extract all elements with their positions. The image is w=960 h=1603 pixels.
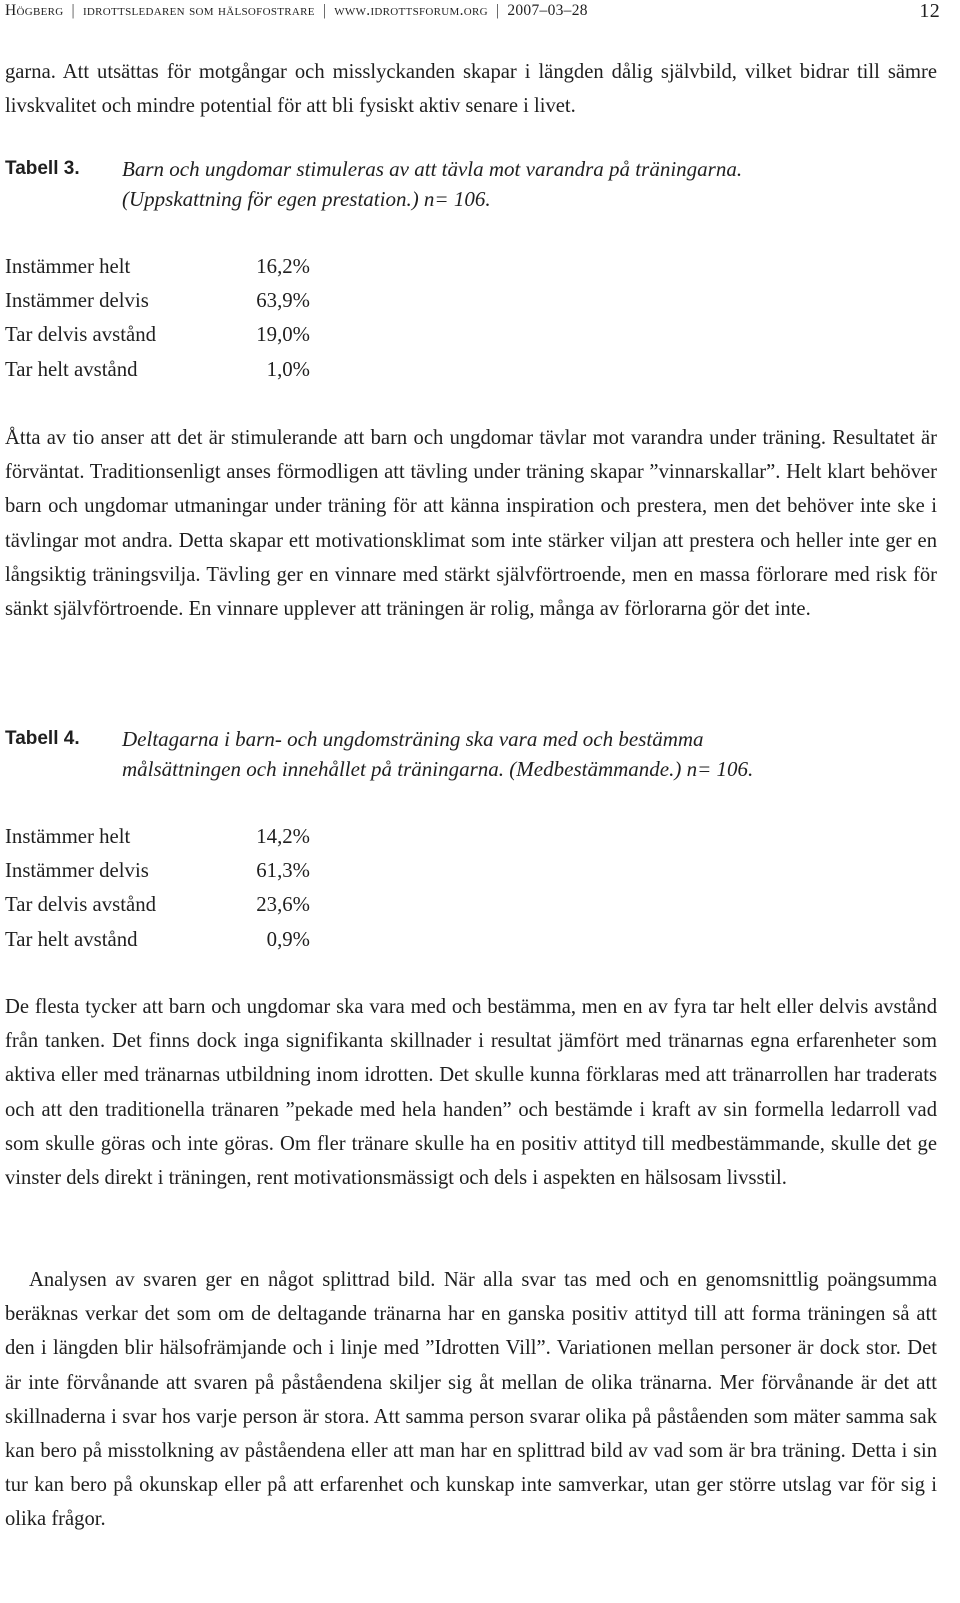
header-meta <box>5 0 588 22</box>
body-paragraph-1 <box>5 421 937 626</box>
stat-label: Tar delvis avstånd <box>5 893 157 917</box>
running-header <box>5 0 945 28</box>
continuation-text: garna. Att utsättas för motgångar och misslyckanden skapar i längden dålig självbild, vilket bidrar till sämre livskvalitet och mindre potential för att bli fysiskt aktiv senare i livet. <box>5 61 937 118</box>
stat-label: Instämmer delvis <box>5 289 149 313</box>
table3-row <box>5 284 310 318</box>
stat-label: Tar helt avstånd <box>5 357 138 381</box>
stat-value: 61,3% <box>256 859 310 883</box>
header-separator: | <box>495 2 500 19</box>
header-author: Högberg <box>5 2 64 19</box>
stat-label: Instämmer helt <box>5 825 131 848</box>
table3-caption <box>122 154 942 214</box>
table4-caption-line2: målsättningen och innehållet på träningarna. (Medbestämmande.) n= 106. <box>122 757 754 781</box>
paragraph-text: Analysen av svaren ger en något splittrad bild. När alla svar tas med och en genomsnittlig poängsumma beräknas verkar det som om de deltagande tränarna har en ganska positiv attityd till att forma träningen så att den i längden blir hälsofrämjande och i linje med ”Idrotten Vill”. Variationen mellan personer är dock stor. Det är inte förvånande att svaren på påståendena skiljer sig åt mellan de olika tränarna. Mer förvånande är det att skillnaderna i svar hos varje person är stora. Att samma person svarar olika på påståenden som mäter samma sak kan bero på misstolkning av påståendena eller att man har en splittrad bild av vad som är bra träning. Detta i sin tur kan bero på okunskap eller på att erfarenhet och kunskap inte samverkar, utan ger större utslag var för sig i olika frågor. <box>5 1269 937 1531</box>
header-separator: | <box>322 2 327 19</box>
stat-value: 1,0% <box>266 357 310 381</box>
table3-label: Tabell 3. <box>5 158 80 179</box>
table4-caption <box>122 724 942 784</box>
stat-value: 63,9% <box>256 289 310 313</box>
paragraph-text: Åtta av tio anser att det är stimulerande att barn och ungdomar tävlar mot varandra under träning. Resultatet är förväntat. Traditionsenligt anses förmodligen att tävling under träning skapar ”vinnarskallar”. Helt klart behöver barn och ungdomar utmaningar under träning för att känna inspiration och prestera, men det behöver inte ske i tävlingar mot andra. Detta skapar ett motivationsklimat som inte stärker viljan att prestera och heller inte ger en långsiktig träningsvilja. Tävling ger en vinnare med stärkt självförtroende, men en massa förlorare med risk för sänkt självförtroende. En vinnare upplever att träningen är rolig, många av förlorarna gör det inte. <box>5 427 937 621</box>
table4-row <box>5 923 310 957</box>
stat-value: 14,2% <box>256 825 310 848</box>
page-number: 12 <box>919 0 940 22</box>
table4-row <box>5 854 310 888</box>
body-paragraph-3 <box>5 1263 937 1537</box>
stat-value: 16,2% <box>256 255 310 278</box>
header-publication: idrottsledaren som hälsofostrare <box>82 2 315 19</box>
stat-label: Instämmer delvis <box>5 859 149 883</box>
stat-label: Instämmer helt <box>5 255 131 278</box>
table3-row <box>5 318 310 352</box>
table4-row <box>5 888 310 922</box>
table3-row <box>5 250 310 284</box>
paragraph-text: De flesta tycker att barn och ungdomar ska vara med och bestämma, men en av fyra tar helt eller delvis avstånd från tanken. Det finns dock inga signifikanta skillnader i resultat jämfört med tränarnas egna erfarenheter som aktiva eller med tränarnas utbildning inom idrotten. Det skulle kunna förklaras med att tränarrollen har traderats och att den traditionella tränaren ”pekade med hela handen” och bestämde i kraft av sin formella ledarroll vad som skulle göras och inte göras. Om fler tränare skulle ha en positiv attityd till medbestämmande, skulle det ge vinster dels direkt i träningen, rent motivationsmässigt och dels i aspekten en hälsosam livsstil. <box>5 996 937 1190</box>
table4-label: Tabell 4. <box>5 728 80 749</box>
table4-row <box>5 820 310 854</box>
continuation-paragraph <box>5 55 937 123</box>
table3-caption-line1: Barn och ungdomar stimuleras av att tävla mot varandra på träningarna. <box>122 157 743 181</box>
header-website: www.idrottsforum.org <box>334 2 488 19</box>
stat-label: Tar helt avstånd <box>5 927 138 951</box>
table3-caption-line2: (Uppskattning för egen prestation.) n= 106. <box>122 187 491 211</box>
stat-label: Tar delvis avstånd <box>5 323 157 347</box>
table4-results <box>5 820 325 957</box>
body-paragraph-2 <box>5 990 937 1195</box>
table3-row <box>5 353 310 387</box>
header-separator: | <box>71 2 75 19</box>
table4-caption-line1: Deltagarna i barn- och ungdomsträning ska vara med och bestämma <box>122 727 704 751</box>
stat-value: 19,0% <box>256 323 310 347</box>
stat-value: 0,9% <box>266 927 310 951</box>
stat-value: 23,6% <box>256 893 310 917</box>
table3-results <box>5 250 325 387</box>
header-date: 2007–03–28 <box>507 2 588 19</box>
